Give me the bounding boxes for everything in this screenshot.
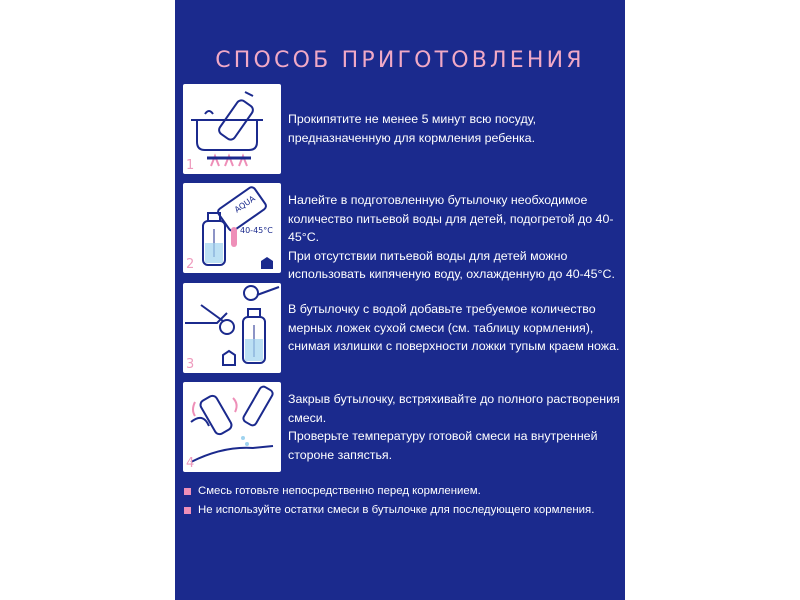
bullet-icon (184, 507, 191, 514)
page-title: СПОСОБ ПРИГОТОВЛЕНИЯ (215, 48, 585, 73)
step-text: Закрыв бутылочку, встряхивайте до полного растворения смеси. Проверьте температуру готовой смеси на внутренней стороне запястья. (288, 392, 620, 462)
svg-text:AQUA: AQUA (232, 194, 257, 215)
boiling-pot-icon (183, 84, 281, 174)
step-number: 4 (186, 456, 195, 471)
notes-list (183, 482, 625, 520)
shake-bottle-icon (183, 382, 281, 472)
list-item: Смесь готовьте непосредственно перед кормлением. (183, 482, 625, 501)
temperature-label: 40-45°C (240, 226, 273, 235)
step-number: 3 (186, 357, 195, 372)
step-text: Налейте в подготовленную бутылочку необходимое количество питьевой воды для детей, подогретой до 40-45°C. При отсутствии питьевой воды для детей можно использовать кипяченую воду, охлажденную до 40-45°C. (288, 193, 615, 282)
list-item: Не используйте остатки смеси в бутылочке для последующего кормления. (183, 501, 625, 520)
step-number: 2 (186, 257, 195, 272)
pour-water-icon (183, 183, 281, 273)
add-formula-icon (183, 283, 281, 373)
instructions-panel (175, 0, 625, 600)
step-text: Прокипятите не менее 5 минут всю посуду, предназначенную для кормления ребенка. (288, 112, 537, 145)
bullet-icon (184, 488, 191, 495)
step-number: 1 (186, 158, 195, 173)
step-text: В бутылочку с водой добавьте требуемое количество мерных ложек сухой смеси (см. таблицу кормления), снимая излишки с поверхности ложки тупым краем ножа. (288, 302, 620, 354)
